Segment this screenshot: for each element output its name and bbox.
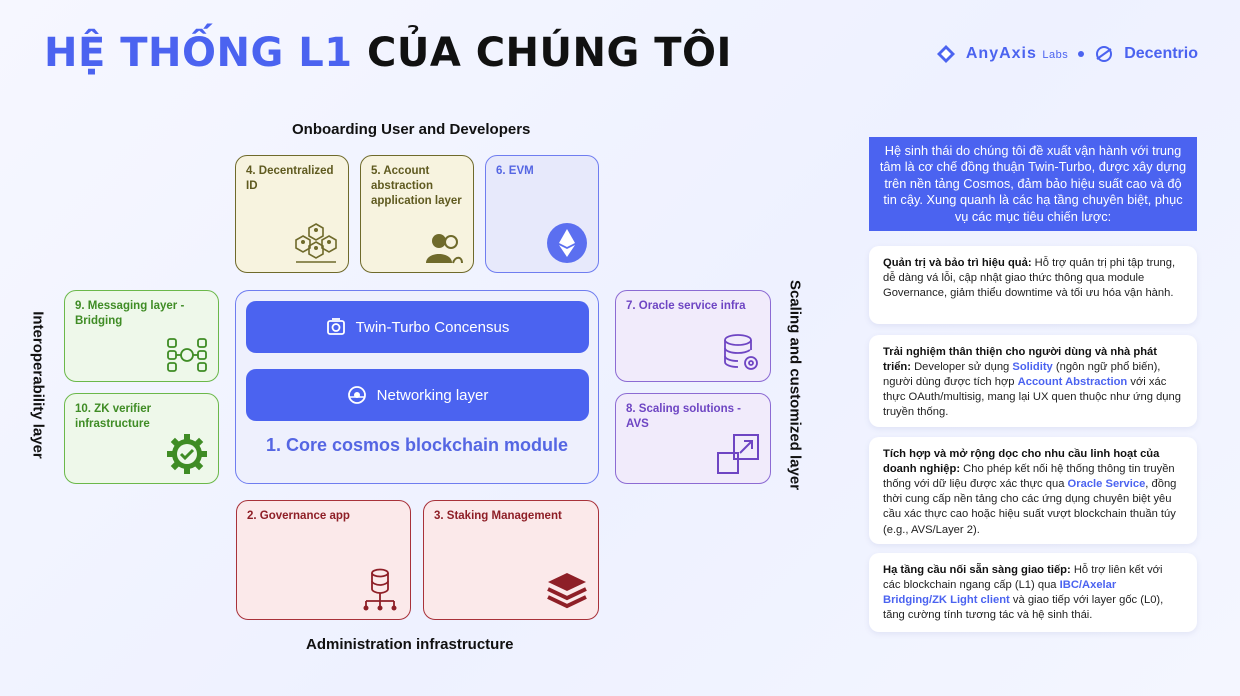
card-ux <box>869 335 1197 427</box>
bridge-chain-icon <box>166 337 208 373</box>
intro-text: Hệ sinh thái do chúng tôi đề xuất vận hành với trung tâm là cơ chế đồng thuận Twin-Turbo, được xây dựng trên nền tảng Cosmos, đảm bảo hiệu suất cao và độ tin cậy. Xung quanh là các hạ tầng chuyên biệt, phục vụ các mục tiêu chiến lược: <box>869 137 1197 231</box>
box-label: 9. Messaging layer - Bridging <box>75 300 185 327</box>
highlight-oracle-service: Oracle Service <box>1067 478 1146 491</box>
networking-pill <box>246 369 589 421</box>
brand-separator <box>1078 51 1084 57</box>
ethereum-icon <box>546 222 588 264</box>
title-highlight: HỆ THỐNG L1 <box>44 30 353 76</box>
card-text: với xác thực OAuth/multisig, mang lại UX quen thuộc như ứng dụng truyền thống. <box>883 376 1181 419</box>
gear-check-icon <box>166 433 208 475</box>
box-label: 2. Governance app <box>247 510 350 522</box>
layers-stack-icon <box>546 571 588 611</box>
highlight-account-abstraction: Account Abstraction <box>1017 376 1128 389</box>
card-bridging <box>869 553 1197 632</box>
title-rest: CỦA CHÚNG TÔI <box>366 30 732 76</box>
highlight-bridging: IBC/Axelar Bridging/ZK Light client <box>883 579 1117 607</box>
box-evm <box>485 155 599 273</box>
decentrio-brand: Decentrio <box>1124 45 1198 62</box>
card-heading: Hạ tầng cầu nối sẵn sàng giao tiếp: <box>883 564 1071 576</box>
box-label: 6. EVM <box>496 165 534 177</box>
card-heading: Quản trị và bảo trì hiệu quả: <box>883 257 1032 269</box>
card-text: và giao tiếp với layer gốc (L0), tăng cường tính tương tác và hệ sinh thái. <box>883 594 1164 622</box>
label-top: Onboarding User and Developers <box>292 121 531 138</box>
expand-icon <box>716 433 760 475</box>
anyaxis-logo-icon <box>936 44 956 64</box>
box-messaging-bridging <box>64 290 219 382</box>
database-gear-icon <box>722 333 760 373</box>
box-governance-app <box>236 500 411 620</box>
core-title: 1. Core cosmos blockchain module <box>265 435 569 455</box>
core-module <box>235 290 599 484</box>
database-network-icon <box>360 567 400 611</box>
decentrio-logo-icon <box>1094 44 1114 64</box>
box-label: 10. ZK verifier infrastructure <box>75 403 152 430</box>
box-label: 7. Oracle service infra <box>626 300 746 312</box>
box-account-abstraction <box>360 155 474 273</box>
card-heading: Trải nghiệm thân thiện cho người dùng và nhà phát triển: <box>883 346 1157 374</box>
card-body: Hỗ trợ quản trị phi tập trung, dễ dàng vá lỗi, cập nhật giao thức thông qua module Governance, giảm thiểu downtime và tối ưu hóa vận hành. <box>883 257 1176 300</box>
label-left: Interoperability layer <box>29 311 47 459</box>
card-governance <box>869 246 1197 324</box>
box-decentralized-id <box>235 155 349 273</box>
network-people-icon <box>292 222 340 264</box>
pill-label: Networking layer <box>376 386 489 404</box>
box-scaling-avs <box>615 393 771 484</box>
card-enterprise <box>869 437 1197 544</box>
network-icon <box>347 385 367 405</box>
box-label: 8. Scaling solutions - AVS <box>626 403 742 430</box>
card-text: , đồng thời cung cấp nền tảng cho các ứng dụng chuyên biệt yêu cầu xác thực cao hoặc hiệu suất vượt blockchain thuần túy (e.g., AVS/Layer 2). <box>883 478 1177 536</box>
twin-turbo-pill <box>246 301 589 353</box>
box-label: 3. Staking Management <box>434 510 562 522</box>
page-title <box>44 30 732 76</box>
users-icon <box>425 232 463 264</box>
card-text: Cho phép kết nối hệ thống thông tin truyền thống với dữ liệu được xác thực qua <box>883 463 1175 491</box>
anyaxis-brand: AnyAxis Labs <box>965 45 1069 62</box>
label-bottom: Administration infrastructure <box>306 636 514 653</box>
brand-logos <box>936 44 1198 64</box>
card-heading: Tích hợp và mở rộng dọc cho nhu cầu linh hoạt của doanh nghiệp: <box>883 448 1160 476</box>
engine-icon <box>326 317 346 337</box>
box-zk-verifier <box>64 393 219 484</box>
card-text: Hỗ trợ liên kết với các blockchain ngang cấp (L1) qua <box>883 564 1163 592</box>
box-oracle-service <box>615 290 771 382</box>
highlight-solidity: Solidity <box>1012 361 1053 374</box>
label-right: Scaling and customized layer <box>786 279 804 491</box>
box-label: 5. Account abstraction application layer <box>371 165 462 207</box>
card-text: (ngôn ngữ phổ biến), người dùng được tích hợp <box>883 361 1161 389</box>
card-text: Developer sử dụng <box>910 361 1013 374</box>
box-label: 4. Decentralized ID <box>246 165 334 192</box>
pill-label: Twin-Turbo Concensus <box>355 318 510 336</box>
box-staking-management <box>423 500 599 620</box>
